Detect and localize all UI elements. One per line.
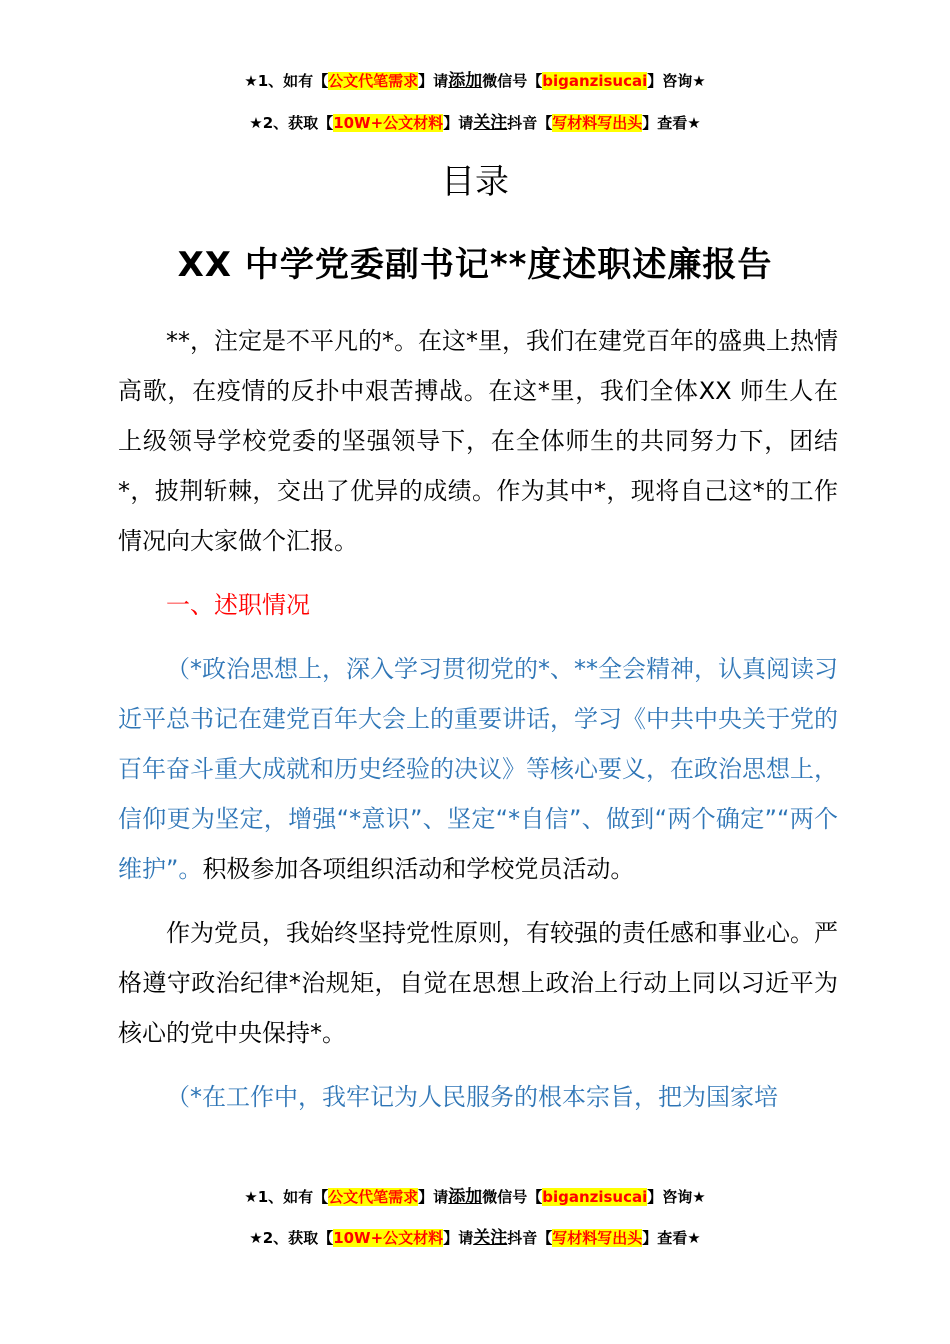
ad-text: 】请	[418, 1188, 449, 1206]
ad-highlight: 10W+公文材料	[333, 1229, 444, 1247]
ad-text: 】请	[443, 114, 474, 132]
ad-text: 抖音【	[507, 114, 553, 132]
intro-paragraph: **，注定是不平凡的*。在这*里，我们在建党百年的盛典上热情高歌，在疫情的反扑中艰苦搏战。在这*里，我们全体XX 师生人在上级领导学校党委的坚强领导下，在全体师生的共同努力下，团结*，披荆斩棘，交出了优异的成绩。作为其中*，现将自己这*的工作情况向大家做个汇报。	[118, 327, 838, 555]
ad-highlight: 公文代笔需求	[328, 1188, 419, 1206]
ad-text: 微信号【	[482, 1188, 543, 1206]
ad-underlined: 关注	[473, 1228, 508, 1248]
ad-highlight: 写材料写出头	[552, 114, 643, 132]
ad-highlight: biganzisucai	[542, 1188, 648, 1206]
toc-title: 目录	[441, 162, 509, 202]
ad-suffix: 】查看★	[642, 1229, 701, 1247]
ad-prefix: ★2、获取【	[249, 1229, 334, 1247]
ad-suffix: 】查看★	[642, 114, 701, 132]
ad-highlight: biganzisucai	[542, 72, 648, 90]
ad-suffix: 】咨询★	[647, 72, 706, 90]
ad-underlined: 添加	[448, 71, 483, 91]
ad-highlight: 10W+公文材料	[333, 114, 444, 132]
ad-highlight: 写材料写出头	[552, 1229, 643, 1247]
bottom-ad-line-2	[0, 1227, 950, 1249]
ad-text: 】请	[443, 1229, 474, 1247]
top-ad-line-2	[0, 112, 950, 134]
ad-text: 】请	[418, 72, 449, 90]
party-member-paragraph: 作为党员，我始终坚持党性原则，有较强的责任感和事业心。严格遵守政治纪律*治规矩，自觉在思想上政治上行动上同以习近平为核心的党中央保持*。	[118, 919, 838, 1047]
bottom-ad-line-1	[0, 1186, 950, 1208]
work-paragraph: （*在工作中，我牢记为人民服务的根本宗旨，把为国家培	[166, 1083, 778, 1111]
black-text: 积极参加各项组织活动和学校党员活动。	[202, 855, 635, 883]
top-ad-line-1	[0, 70, 950, 92]
ad-prefix: ★1、如有【	[244, 1188, 329, 1206]
blue-text: （*政治思想上，深入学习贯彻党的*、**全会精神，认真阅读习近平总书记在建党百年大会上的重要讲话，学习《中共中央关于党的百年奋斗重大成就和历史经验的决议》等核心要义，在政治思想上，信仰更为坚定，增强“*意识”、坚定“*自信”、做到“两个确定”“两个维护”。	[118, 655, 838, 883]
ad-underlined: 关注	[473, 113, 508, 133]
document-title: XX 中学党委副书记**度述职述廉报告	[177, 245, 773, 285]
document-body	[118, 316, 838, 1122]
ad-text: 微信号【	[482, 72, 543, 90]
politics-paragraph	[118, 644, 838, 894]
ad-prefix: ★1、如有【	[244, 72, 329, 90]
ad-prefix: ★2、获取【	[249, 114, 334, 132]
ad-highlight: 公文代笔需求	[328, 72, 419, 90]
ad-suffix: 】咨询★	[647, 1188, 706, 1206]
ad-underlined: 添加	[448, 1187, 483, 1207]
section-heading: 一、述职情况	[166, 591, 310, 619]
ad-text: 抖音【	[507, 1229, 553, 1247]
